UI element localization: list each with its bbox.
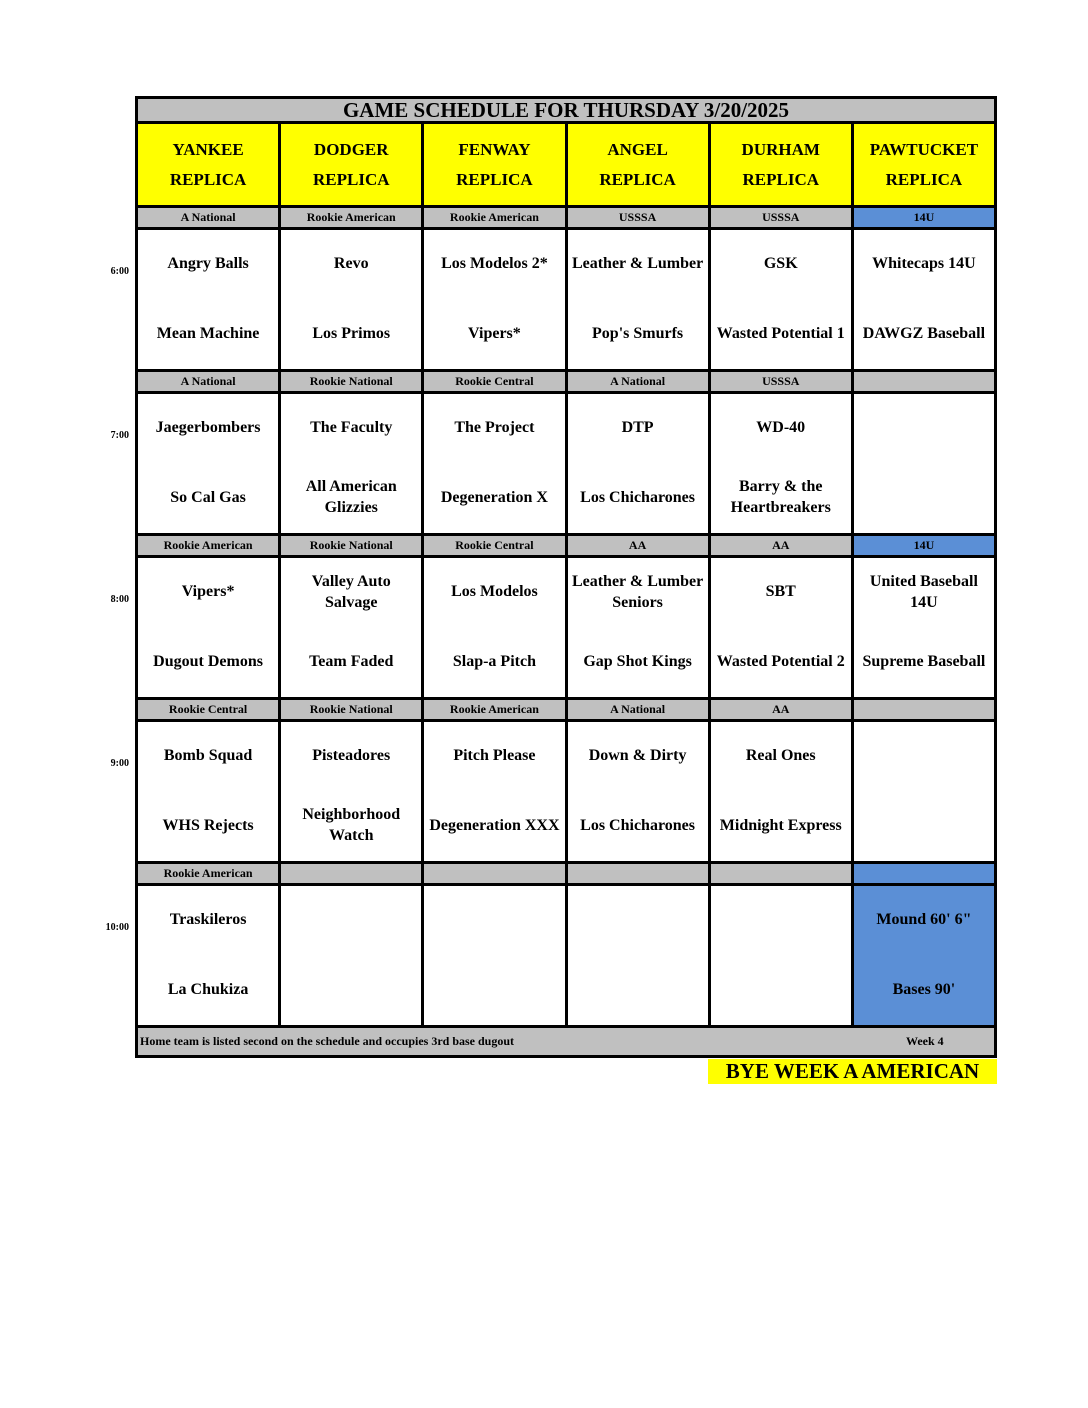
division-label: Rookie National <box>281 372 424 394</box>
home-team: Barry & the Heartbreakers <box>730 478 831 517</box>
bye-week-banner: BYE WEEK A AMERICAN <box>708 1059 997 1084</box>
time-slots <box>105 208 997 1028</box>
division-label: A National <box>138 372 281 394</box>
game-cell <box>854 886 997 1028</box>
home-team: Dugout Demons <box>153 652 263 670</box>
home-team: Wasted Potential 2 <box>716 652 845 670</box>
game-cell <box>568 230 711 372</box>
footer-note: Home team is listed second on the schedule and occupies 3rd base dugout <box>140 1034 515 1048</box>
away-team: SBT <box>765 583 796 601</box>
game-cell <box>424 394 567 536</box>
time-label: 7:00 <box>110 430 129 441</box>
division-label: Rookie American <box>138 864 281 886</box>
division-label: Rookie American <box>281 208 424 230</box>
time-slot-block <box>110 536 997 700</box>
game-cell <box>711 722 854 864</box>
away-team: WD-40 <box>756 419 806 437</box>
field-name: DURHAM <box>741 139 820 159</box>
home-team: Neighborhood Watch <box>302 806 401 845</box>
field-sub: REPLICA <box>742 169 819 189</box>
division-label <box>281 864 424 886</box>
game-cell <box>711 886 854 1028</box>
division-label: Rookie Central <box>424 372 567 394</box>
away-team: Vipers* <box>181 583 235 601</box>
game-cell <box>854 230 997 372</box>
division-row <box>135 700 997 722</box>
home-team <box>281 956 421 1026</box>
field-sub: REPLICA <box>169 169 247 189</box>
field-header-durham <box>711 124 854 208</box>
field-sub: REPLICA <box>599 169 676 189</box>
field-sub: REPLICA <box>312 169 390 189</box>
division-label: Rookie National <box>281 536 424 558</box>
time-slot-block <box>110 208 997 372</box>
away-team <box>568 886 708 956</box>
home-team: Los Primos <box>312 324 391 342</box>
games-row <box>135 722 997 864</box>
away-team <box>424 886 564 956</box>
time-label: 6:00 <box>110 266 129 277</box>
away-team: Real Ones <box>745 747 816 765</box>
home-team: Team Faded <box>309 652 394 670</box>
home-team: DAWGZ Baseball <box>862 324 986 342</box>
home-team: Midnight Express <box>719 816 842 834</box>
game-cell <box>424 558 567 700</box>
away-team: Down & Dirty <box>588 747 687 765</box>
field-sub: REPLICA <box>885 169 963 189</box>
division-label: A National <box>568 700 711 722</box>
home-team: Los Chicharones <box>580 488 695 506</box>
field-header-dodger <box>281 124 424 208</box>
division-label: USSSA <box>711 372 854 394</box>
division-label: AA <box>711 536 854 558</box>
home-team: Vipers* <box>468 324 521 342</box>
division-label: Rookie Central <box>138 700 281 722</box>
game-cell <box>854 558 997 700</box>
home-team: Pop's Smurfs <box>592 324 684 342</box>
game-cell <box>281 394 424 536</box>
game-cell <box>568 886 711 1028</box>
away-team: The Project <box>454 419 535 437</box>
home-team: Wasted Potential 1 <box>716 324 845 342</box>
field-name: ANGEL <box>607 139 668 159</box>
home-team: Supreme Baseball <box>862 652 986 670</box>
game-cell <box>138 558 281 700</box>
game-cell <box>424 886 567 1028</box>
division-label: USSSA <box>568 208 711 230</box>
game-cell <box>138 886 281 1028</box>
away-team: Whitecaps 14U <box>872 255 976 273</box>
field-sub: REPLICA <box>456 169 533 189</box>
away-team: United Baseball 14U <box>869 572 978 611</box>
game-cell <box>711 558 854 700</box>
time-label: 10:00 <box>105 922 129 933</box>
page-title: GAME SCHEDULE FOR THURSDAY 3/20/2025 <box>135 96 997 124</box>
division-label: Rookie American <box>424 208 567 230</box>
division-label <box>711 864 854 886</box>
division-label <box>424 864 567 886</box>
game-cell <box>281 886 424 1028</box>
field-header-pawtucket <box>854 124 997 208</box>
away-team: Leather & Lumber <box>571 255 704 273</box>
game-cell <box>281 722 424 864</box>
home-team <box>568 956 708 1026</box>
away-team <box>854 394 994 464</box>
games-row <box>135 230 997 372</box>
division-label <box>854 372 997 394</box>
home-team: Bases 90' <box>892 980 956 998</box>
away-team: Traskileros <box>169 911 247 929</box>
division-label <box>568 864 711 886</box>
away-team: Pitch Please <box>453 747 536 765</box>
field-name: FENWAY <box>458 139 531 159</box>
away-team: Leather & Lumber Seniors <box>571 572 704 611</box>
field-header-fenway <box>424 124 567 208</box>
division-row <box>135 208 997 230</box>
time-label: 8:00 <box>110 594 129 605</box>
game-cell <box>568 394 711 536</box>
game-cell <box>138 394 281 536</box>
game-cell <box>568 558 711 700</box>
home-team: La Chukiza <box>167 980 249 998</box>
away-team: Angry Balls <box>167 255 249 273</box>
away-team: Mound 60' 6" <box>876 911 972 929</box>
time-label: 9:00 <box>110 758 129 769</box>
schedule-sheet <box>105 96 997 1058</box>
home-team: Slap-a Pitch <box>452 652 536 670</box>
game-cell <box>281 558 424 700</box>
home-team: Mean Machine <box>156 324 260 342</box>
field-name: DODGER <box>313 139 389 159</box>
field-header-angel <box>568 124 711 208</box>
game-cell <box>281 230 424 372</box>
division-label <box>854 700 997 722</box>
division-label: AA <box>711 700 854 722</box>
week-label: Week 4 <box>906 1034 944 1048</box>
division-row <box>135 372 997 394</box>
home-team: Los Chicharones <box>580 816 695 834</box>
game-cell <box>711 230 854 372</box>
time-slot-block <box>110 700 997 864</box>
home-team: So Cal Gas <box>170 488 246 506</box>
away-team: DTP <box>621 419 654 437</box>
games-row <box>135 558 997 700</box>
field-header-row <box>135 124 997 208</box>
away-team: Los Modelos <box>451 583 538 601</box>
home-team <box>854 464 994 534</box>
game-cell <box>711 394 854 536</box>
division-label: Rookie National <box>281 700 424 722</box>
division-label: A National <box>138 208 281 230</box>
home-team: Gap Shot Kings <box>583 652 692 670</box>
away-team <box>281 886 421 956</box>
away-team <box>854 722 994 792</box>
time-slot-block <box>105 864 997 1028</box>
division-label: 14U <box>854 536 997 558</box>
home-team: Degeneration X <box>440 488 548 506</box>
away-team: Los Modelos 2* <box>441 255 548 273</box>
away-team: Jaegerbombers <box>155 419 261 437</box>
home-team: Degeneration XXX <box>429 816 560 834</box>
division-label: Rookie American <box>424 700 567 722</box>
home-team: WHS Rejects <box>162 816 254 834</box>
division-row <box>135 536 997 558</box>
game-cell <box>854 394 997 536</box>
game-cell <box>138 722 281 864</box>
division-label: Rookie Central <box>424 536 567 558</box>
away-team <box>711 886 851 956</box>
field-header-yankee <box>138 124 281 208</box>
game-cell <box>424 722 567 864</box>
away-team: The Faculty <box>310 419 393 437</box>
games-row <box>135 886 997 1028</box>
time-slot-block <box>110 372 997 536</box>
division-label: A National <box>568 372 711 394</box>
division-label <box>854 864 997 886</box>
footer-bar <box>135 1028 997 1058</box>
away-team: Bomb Squad <box>163 747 253 765</box>
game-cell <box>854 722 997 864</box>
division-label: USSSA <box>711 208 854 230</box>
home-team <box>854 792 994 862</box>
home-team <box>711 956 851 1026</box>
away-team: GSK <box>763 255 798 273</box>
away-team: Revo <box>333 255 369 273</box>
division-label: 14U <box>854 208 997 230</box>
home-team: All American Glizzies <box>305 478 397 517</box>
game-cell <box>568 722 711 864</box>
field-name: PAWTUCKET <box>869 139 979 159</box>
game-cell <box>424 230 567 372</box>
field-name: YANKEE <box>172 139 244 159</box>
away-team: Valley Auto Salvage <box>311 572 391 611</box>
division-row <box>135 864 997 886</box>
division-label: Rookie American <box>138 536 281 558</box>
game-cell <box>138 230 281 372</box>
away-team: Pisteadores <box>312 747 391 765</box>
home-team <box>424 956 564 1026</box>
games-row <box>135 394 997 536</box>
division-label: AA <box>568 536 711 558</box>
